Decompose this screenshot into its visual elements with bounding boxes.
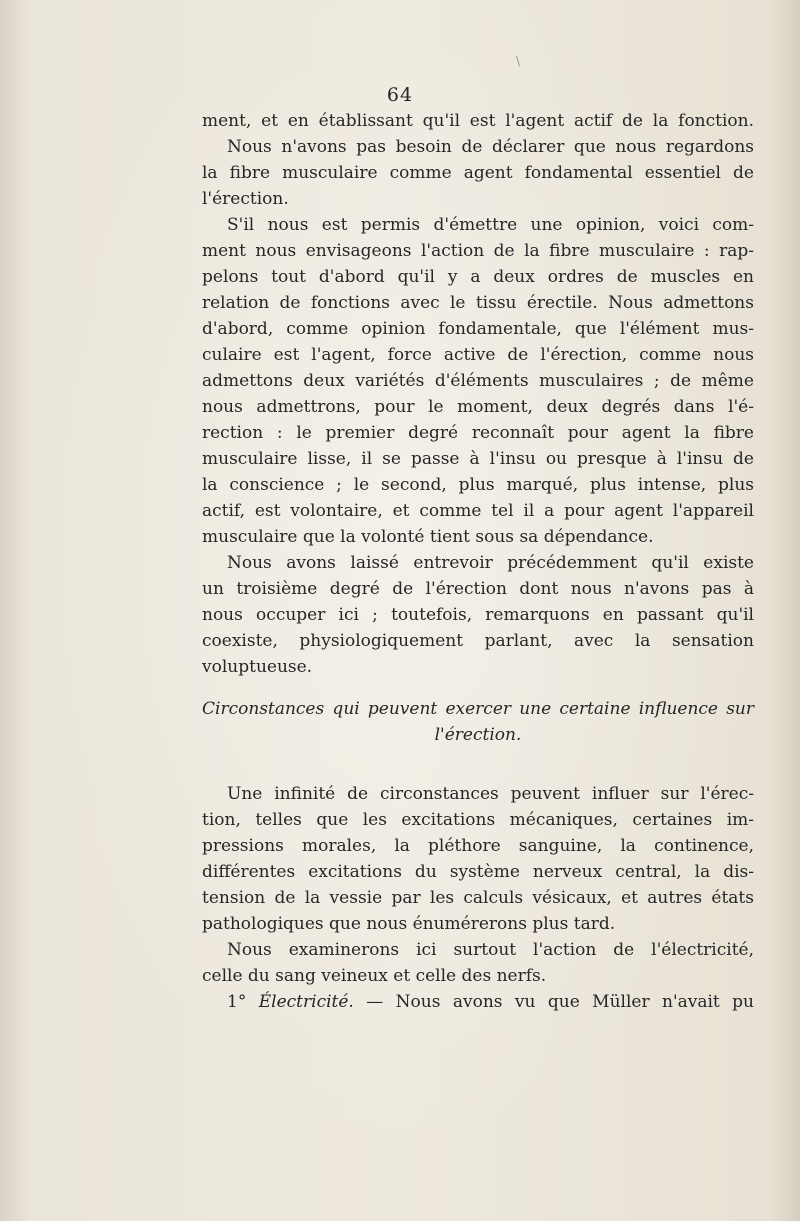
text-line: nous occuper ici ; toutefois, remarquons en passant qu'il bbox=[202, 605, 754, 625]
text-line: S'il nous est permis d'émettre une opinion, voici com- bbox=[227, 215, 754, 235]
text-line: coexiste, physiologiquement parlant, avec la sensation bbox=[202, 631, 754, 651]
paragraph bbox=[202, 550, 754, 680]
text-line: la fibre musculaire comme agent fondamental essentiel de bbox=[202, 163, 754, 183]
paragraphs-after-heading bbox=[202, 781, 754, 989]
text-line: Nous n'avons pas besoin de déclarer que nous regardons bbox=[227, 137, 754, 157]
paragraph bbox=[202, 108, 754, 134]
text-line: d'abord, comme opinion fondamentale, que l'élément mus- bbox=[202, 319, 754, 339]
section-heading-line-2: l'érection. bbox=[434, 725, 522, 745]
text-line: actif, est volontaire, et comme tel il a pour agent l'appareil bbox=[202, 501, 754, 521]
text-line: culaire est l'agent, force active de l'érection, comme nous bbox=[202, 345, 754, 365]
text-line: l'érection. bbox=[202, 189, 289, 209]
text-line: tension de la vessie par les calculs vésicaux, et autres états bbox=[202, 888, 754, 908]
final-line bbox=[202, 989, 754, 1015]
page-number: 64 bbox=[386, 84, 414, 106]
text-line: pathologiques que nous énumérerons plus tard. bbox=[202, 914, 616, 934]
text-line: relation de fonctions avec le tissu érectile. Nous admettons bbox=[202, 293, 754, 313]
text-line: musculaire que la volonté tient sous sa dépendance. bbox=[202, 527, 654, 547]
paragraph bbox=[202, 937, 754, 989]
text-line: voluptueuse. bbox=[202, 657, 313, 677]
text-line: Nous examinerons ici surtout l'action de l'électricité, bbox=[227, 940, 754, 960]
text-line: différentes excitations du système nerveux central, la dis- bbox=[202, 862, 754, 882]
final-line-number: 1° bbox=[227, 992, 247, 1012]
text-line: pelons tout d'abord qu'il y a deux ordres de muscles en bbox=[202, 267, 754, 287]
text-line: Une infinité de circonstances peuvent influer sur l'érec- bbox=[227, 784, 754, 804]
body-text bbox=[202, 108, 754, 1015]
paragraph bbox=[202, 212, 754, 550]
text-line: Nous avons laissé entrevoir précédemment qu'il existe bbox=[227, 553, 754, 573]
text-line: pressions morales, la pléthore sanguine, la continence, bbox=[202, 836, 754, 856]
text-line: celle du sang veineux et celle des nerfs. bbox=[202, 966, 547, 986]
text-line: tion, telles que les excitations mécaniques, certaines im- bbox=[202, 810, 754, 830]
paragraph bbox=[202, 781, 754, 937]
text-line: ment, et en établissant qu'il est l'agent actif de la fonction. bbox=[202, 111, 754, 131]
paragraphs-before-heading bbox=[202, 108, 754, 680]
text-line: nous admettrons, pour le moment, deux degrés dans l'é- bbox=[202, 397, 754, 417]
section-heading-line-1: Circonstances qui peuvent exercer une certaine influence sur bbox=[202, 699, 754, 719]
scan-mark: \ bbox=[516, 54, 521, 68]
final-line-rest: — Nous avons vu que Müller n'avait pu bbox=[353, 992, 755, 1012]
text-line: rection : le premier degré reconnaît pour agent la fibre bbox=[202, 423, 754, 443]
text-line: un troisième degré de l'érection dont nous n'avons pas à bbox=[202, 579, 754, 599]
text-line: admettons deux variétés d'éléments musculaires ; de même bbox=[202, 371, 754, 391]
section-heading bbox=[202, 696, 754, 748]
text-line: musculaire lisse, il se passe à l'insu ou presque à l'insu de bbox=[202, 449, 754, 469]
text-line: ment nous envisageons l'action de la fibre musculaire : rap- bbox=[202, 241, 754, 261]
paragraph bbox=[202, 134, 754, 212]
final-line-italic: Électricité. bbox=[258, 992, 354, 1012]
text-line: la conscience ; le second, plus marqué, plus intense, plus bbox=[202, 475, 754, 495]
